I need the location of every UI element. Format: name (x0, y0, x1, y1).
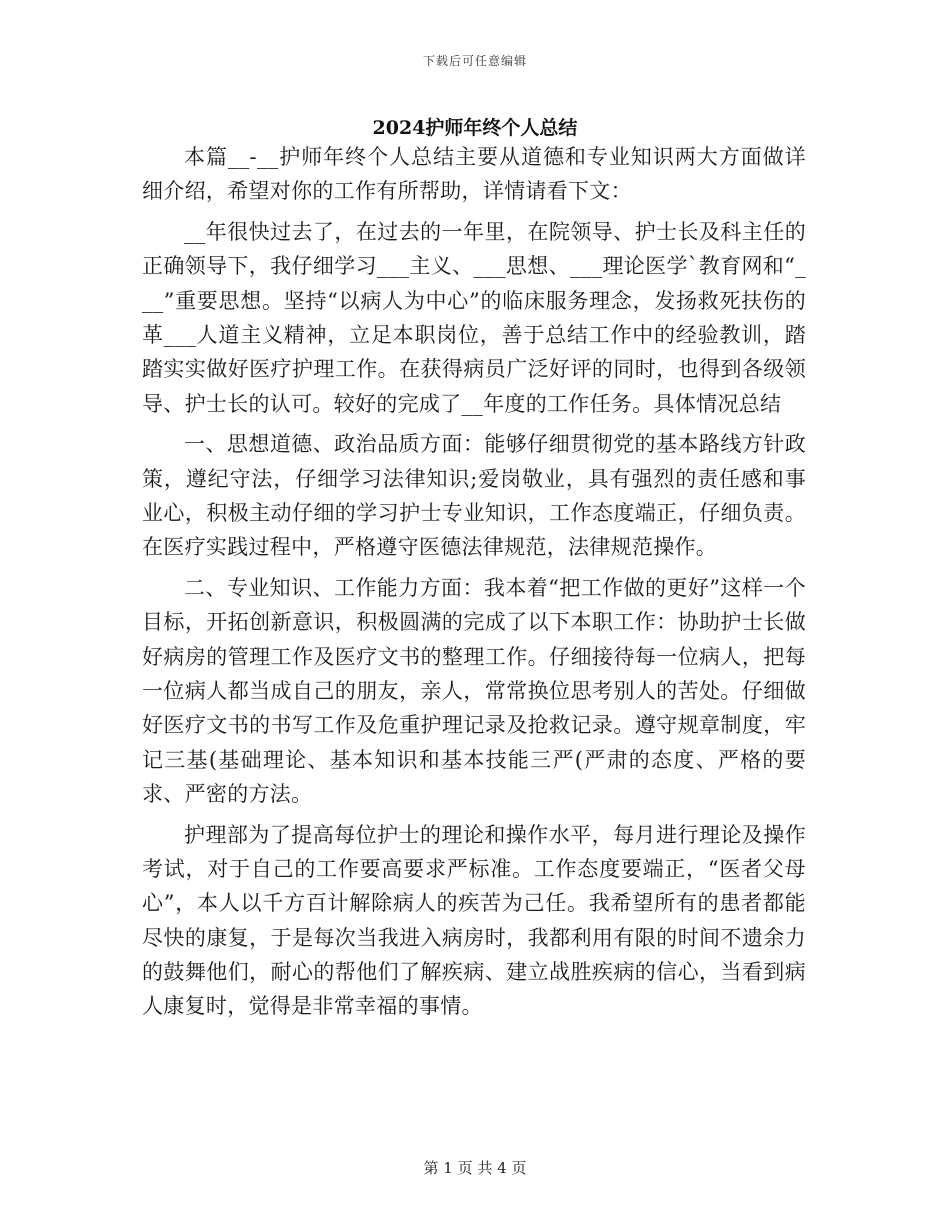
paragraph-intro: 本篇__-__护师年终个人总结主要从道德和专业知识两大方面做详细介绍，希望对你的工作有所帮助，详情请看下文： (142, 145, 806, 204)
paragraph-ideology: 一、思想道德、政治品质方面：能够仔细贯彻党的基本路线方针政策，遵纪守法，仔细学习法律知识;爱岗敬业，具有强烈的责任感和事业心，积极主动仔细的学习护士专业知识，工作态度端正，仔细负责。在医疗实践过程中，严格遵守医德法律规范，法律规范操作。 (142, 432, 806, 560)
paragraph-professional: 二、专业知识、工作能力方面：我本着“把工作做的更好”这样一个目标，开拓创新意识，积极圆满的完成了以下本职工作：协助护士长做好病房的管理工作及医疗文书的整理工作。仔细接待每一位病人，把每一位病人都当成自己的朋友，亲人，常常换位思考别人的苦处。仔细做好医疗文书的书写工作及危重护理记录及抢救记录。遵守规章制度，牢记三基(基础理论、基本知识和基本技能三严(严肃的态度、严格的要求、严密的方法。 (142, 576, 806, 806)
header-note: 下载后可任意编辑 (422, 54, 527, 68)
document-title: 2024护师年终个人总结 (372, 117, 578, 139)
page-number: 第 1 页 共 4 页 (423, 1159, 527, 1177)
paragraph-nursing-dept: 护理部为了提高每位护士的理论和操作水平，每月进行理论及操作考试，对于自己的工作要高要求严标准。工作态度要端正，“医者父母心”，本人以千方百计解除病人的疾苦为己任。我希望所有的患者都能尽快的康复，于是每次当我进入病房时，我都利用有限的时间不遗余力的鼓舞他们，耐心的帮他们了解疾病、建立战胜疾病的信心，当看到病人康复时，觉得是非常幸福的事情。 (142, 822, 806, 1019)
document-body (142, 140, 806, 1023)
paragraph-overview: __年很快过去了，在过去的一年里，在院领导、护士长及科主任的正确领导下，我仔细学习___主义、___思想、___理论医学`教育网和“___”重要思想。坚持“以病人为中心”的临床服务理念，发扬救死扶伤的革___人道主义精神，立足本职岗位，善于总结工作中的经验教训，踏踏实实做好医疗护理工作。在获得病员广泛好评的同时，也得到各级领导、护士长的认可。较好的完成了__年度的工作任务。具体情况总结 (142, 220, 806, 416)
